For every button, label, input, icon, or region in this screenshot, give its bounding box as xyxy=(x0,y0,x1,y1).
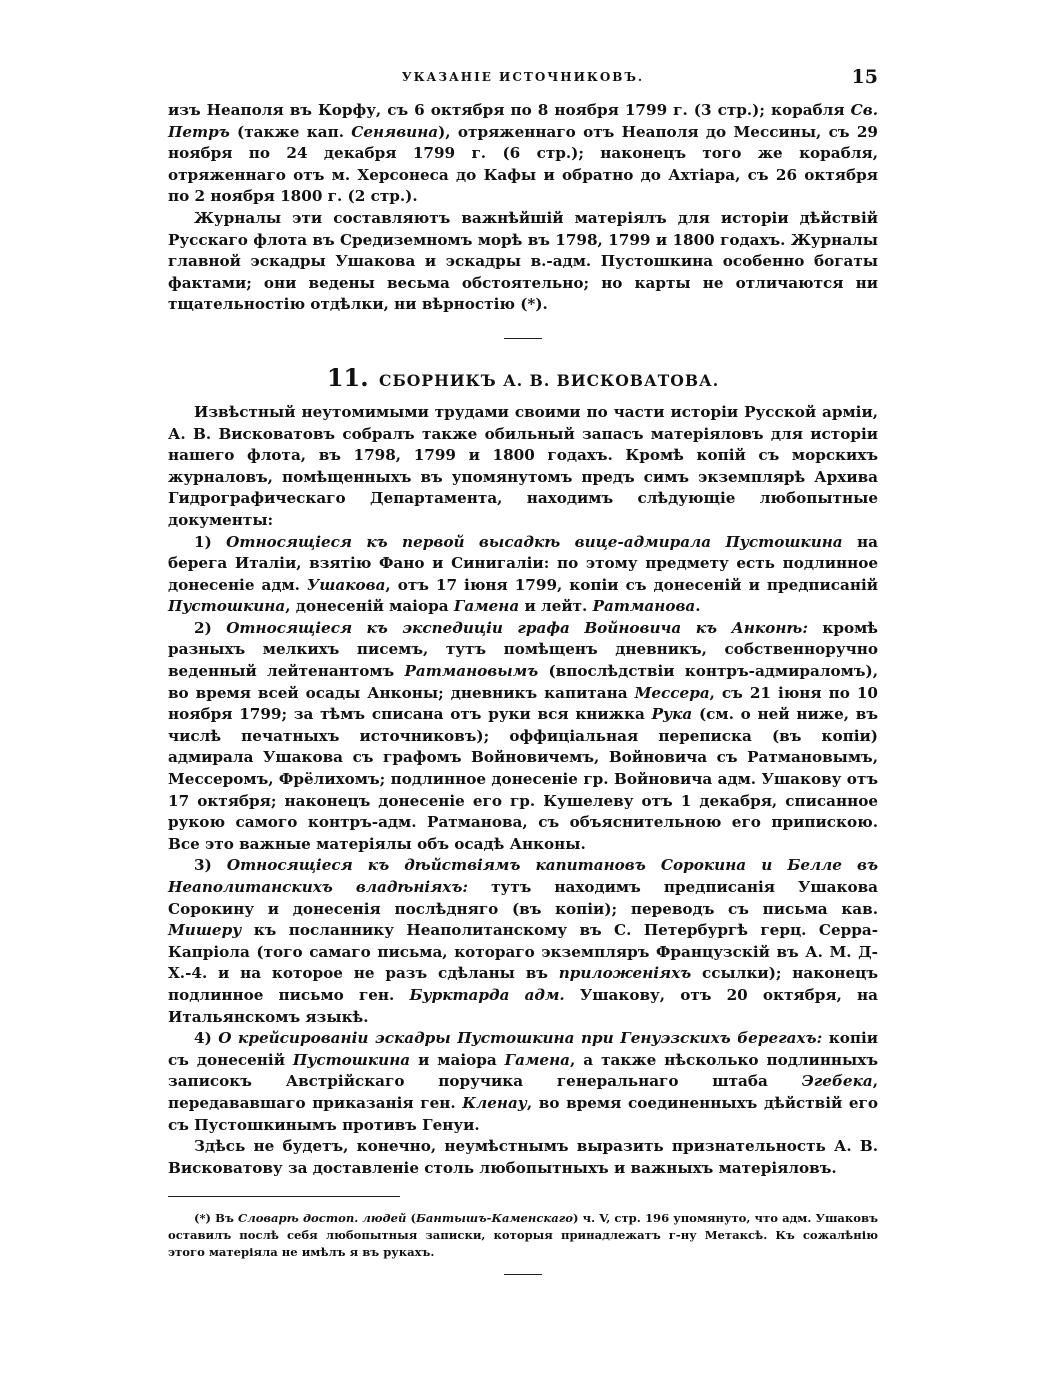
section-title: СБОРНИКЪ А. В. ВИСКОВАТОВА. xyxy=(379,370,720,390)
journals-paragraph: Журналы эти составляютъ важнѣйшій матеріялъ для исторіи дѣйствій Русскаго флота въ Средиземномъ морѣ въ 1798, 1799 и 1800 годахъ. Журналы главной эскадры Ушакова и эскадры в.-адм. Пустошкина особенно богаты фактами; они ведены весьма обстоятельно; но карты не отличаются ни тщательностію отдѣлки, ни вѣрностію (*). xyxy=(168,208,878,314)
running-title: УКАЗАНІЕ ИСТОЧНИКОВЪ. xyxy=(401,70,645,84)
list-item-2: 2) Относящіеся къ экспедиціи графа Войновича къ Анконѣ: кромѣ разныхъ мелкихъ писемъ, тутъ помѣщенъ дневникъ, собственноручно веденный лейтенантомъ Ратмановымъ (впослѣдствіи контръ-адмираломъ), во время всей осады Анконы; дневникъ капитана Мессера, съ 21 іюня по 10 ноября 1799; за тѣмъ списана отъ руки вся книжка Рука (см. о ней ниже, въ числѣ печатныхъ источниковъ); оффиціальная переписка (въ копіи) адмирала Ушакова съ графомъ Войновичемъ, Войновича съ Ратмановымъ, Мессеромъ, Фрёлихомъ; подлинное донесеніе гр. Войновича адм. Ушакову отъ 17 октября; наконецъ донесеніе его гр. Кушелеву отъ 1 декабря, списанное рукою самого контръ-адм. Ратманова, съ объяснительною его припискою. Все это важные матеріялы объ осадѣ Анконы. xyxy=(168,618,878,853)
section-heading xyxy=(168,363,878,392)
section-number: 11. xyxy=(326,362,369,392)
continuation-paragraph: изъ Неаполя въ Корфу, съ 6 октября по 8 ноября 1799 г. (3 стр.); корабля Св. Петръ (также кап. Сенявина), отряженнаго отъ Неаполя до Мессины, съ 29 ноября по 24 декабря 1799 г. (6 стр.); наконецъ того же корабля, отряженнаго отъ м. Херсонеса до Кафы и обратно до Ахтіара, съ 26 октября по 2 ноября 1800 г. (2 стр.). xyxy=(168,101,878,206)
page-header xyxy=(168,66,878,100)
bottom-rule xyxy=(504,1274,542,1275)
book-page xyxy=(168,66,879,1275)
page-number: 15 xyxy=(851,66,878,88)
body-paragraph: Извѣстный неутомимыми трудами своими по части исторіи Русской арміи, А. В. Висковатовъ собралъ также обильный запасъ матеріяловъ для исторіи нашего флота, въ 1798, 1799 и 1800 годахъ. Кромѣ копій съ морскихъ журналовъ, помѣщенныхъ въ упомянутомъ предъ симъ экземплярѣ Архива Гидрографическаго Департамента, находимъ слѣдующіе любопытные документы: xyxy=(168,402,878,529)
footnote: (*) Въ Словарѣ достоп. людей (Бантышъ-Каменскаго) ч. V, стр. 196 упомянуто, что адм. Ушаковъ оставилъ послѣ себя любопытныя записки, которыя принадлежатъ г-ну Метаксѣ. Къ сожалѣнію этого матеріяла не имѣлъ я въ рукахъ. xyxy=(168,1211,878,1259)
closing-paragraph: Здѣсь не будетъ, конечно, неумѣстнымъ выразить признательность А. В. Висковатову за доставленіе столь любопытныхъ и важныхъ матеріяловъ. xyxy=(168,1137,878,1177)
section-divider xyxy=(504,338,542,339)
list-item-3: 3) Относящіеся къ дѣйствіямъ капитановъ Сорокина и Белле въ Неаполитанскихъ владѣніяхъ: тутъ находимъ предписанія Ушакова Сорокину и донесенія послѣдняго (въ копіи); переводъ съ письма кав. Мишеру къ посланнику Неаполитанскому въ С. Петербургѣ герц. Серра-Капріола (того самаго письма, котораго экземпляръ Французскій въ А. М. Д-Х.-4. и на которое не разъ сдѣланы въ приложеніяхъ ссылки); наконецъ подлинное письмо ген. Бурктарда адм. Ушакову, отъ 20 октября, на Итальянскомъ языкѣ. xyxy=(168,856,879,1026)
list-item-4: 4) О крейсированіи эскадры Пустошкина при Генуэзскихъ берегахъ: копіи съ донесеній Пустошкина и маіора Гамена, а также нѣсколько подлинныхъ записокъ Австрійскаго поручика генеральнаго штаба Эгебека, передававшаго приказанія ген. Кленау, во время соединенныхъ дѣйствій его съ Пустошкинымъ противъ Генуи. xyxy=(168,1029,879,1134)
footnote-rule xyxy=(168,1196,400,1197)
list-item-1: 1) Относящіеся къ первой высадкѣ вице-адмирала Пустошкина на берега Италіи, взятію Фано и Синигаліи: по этому предмету есть подлинное донесеніе адм. Ушакова, отъ 17 іюня 1799, копіи съ донесеній и предписаній Пустошкина, донесеній маіора Гамена и лейт. Ратманова. xyxy=(168,532,878,616)
